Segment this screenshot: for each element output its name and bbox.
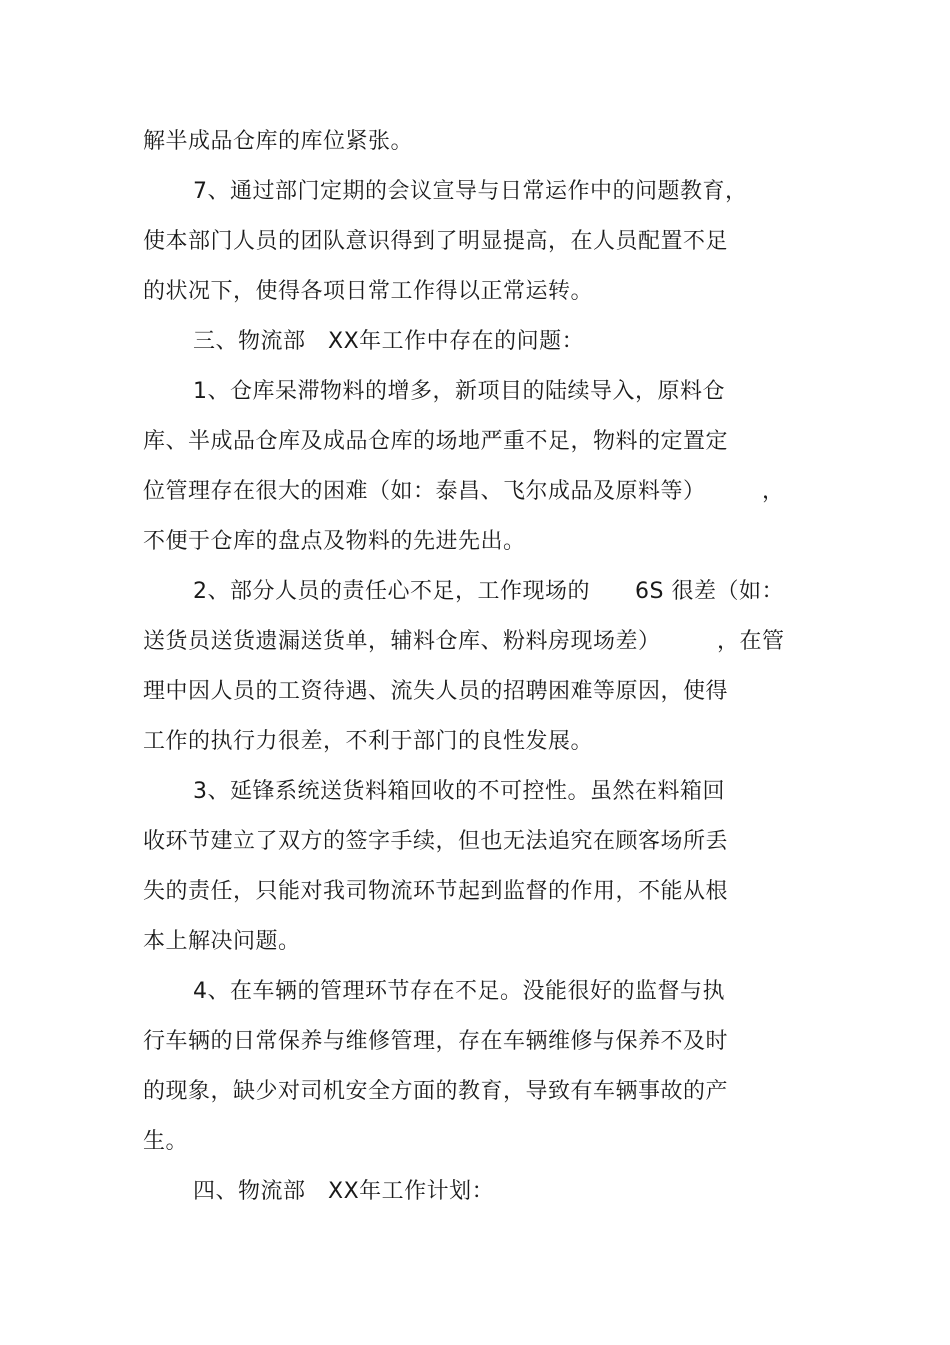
section-heading: 三、物流部 XX年工作中存在的问题： bbox=[193, 329, 585, 354]
text-line: 不便于仓库的盘点及物料的先进先出。 bbox=[143, 529, 526, 554]
text-line: 1、仓库呆滞物料的增多，新项目的陆续导入，原料仓 bbox=[193, 379, 725, 404]
text-line: 3、延锋系统送货料箱回收的不可控性。虽然在料箱回 bbox=[193, 779, 725, 804]
section-heading: 四、物流部 XX年工作计划： bbox=[193, 1179, 495, 1204]
text-line: 送货员送货遗漏送货单，辅料仓库、粉料房现场差） ，在管 bbox=[143, 629, 785, 654]
text-line: 生。 bbox=[143, 1129, 189, 1154]
text-line: 库、半成品仓库及成品仓库的场地严重不足，物料的定置定 bbox=[143, 429, 729, 454]
text-line: 理中因人员的工资待遇、流失人员的招聘困难等原因，使得 bbox=[143, 679, 729, 704]
text-line: 解半成品仓库的库位紧张。 bbox=[143, 129, 414, 154]
text-line: 的现象，缺少对司机安全方面的教育，导致有车辆事故的产 bbox=[143, 1079, 729, 1104]
text-line: 2、部分人员的责任心不足，工作现场的 6S 很差（如： bbox=[193, 579, 784, 604]
text-line: 4、在车辆的管理环节存在不足。没能很好的监督与执 bbox=[193, 979, 725, 1004]
text-line: 行车辆的日常保养与维修管理，存在车辆维修与保养不及时 bbox=[143, 1029, 729, 1054]
text-line: 工作的执行力很差，不利于部门的良性发展。 bbox=[143, 729, 594, 754]
text-line: 7、通过部门定期的会议宣导与日常运作中的问题教育， bbox=[193, 179, 748, 204]
text-line: 本上解决问题。 bbox=[143, 929, 301, 954]
text-line: 收环节建立了双方的签字手续，但也无法追究在顾客场所丢 bbox=[143, 829, 729, 854]
text-line: 位管理存在很大的困难（如：泰昌、飞尔成品及原料等） ， bbox=[143, 479, 785, 504]
text-line: 失的责任，只能对我司物流环节起到监督的作用，不能从根 bbox=[143, 879, 729, 904]
text-line: 使本部门人员的团队意识得到了明显提高，在人员配置不足 bbox=[143, 229, 729, 254]
text-line: 的状况下，使得各项日常工作得以正常运转。 bbox=[143, 279, 594, 304]
